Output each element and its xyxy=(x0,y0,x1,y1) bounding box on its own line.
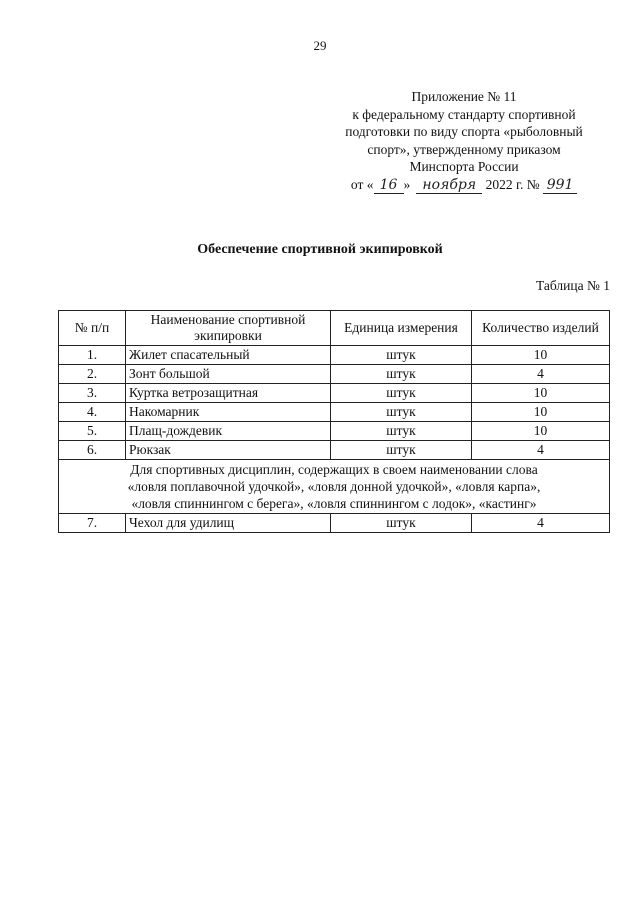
table-row xyxy=(59,422,610,441)
table-label: Таблица № 1 xyxy=(536,278,610,293)
row-quantity: 10 xyxy=(472,422,610,441)
table-row xyxy=(59,384,610,403)
appendix-line: спорт», утвержденному приказом xyxy=(367,141,561,157)
row-name: Куртка ветрозащитная xyxy=(126,384,331,403)
handwritten-month: ноября xyxy=(416,178,482,194)
row-number: 6. xyxy=(59,441,126,460)
note-line: Для спортивных дисциплин, содержащих в своем наименовании слова xyxy=(130,462,538,477)
row-number: 4. xyxy=(59,403,126,422)
header-number: № п/п xyxy=(59,311,126,346)
table-row xyxy=(59,365,610,384)
appendix-line: к федеральному стандарту спортивной xyxy=(352,106,576,122)
handwritten-day: 16 xyxy=(374,178,404,194)
row-unit: штук xyxy=(331,403,472,422)
discipline-note xyxy=(59,460,610,514)
row-number: 1. xyxy=(59,346,126,365)
order-year: 2022 г. № xyxy=(485,176,540,192)
appendix-header xyxy=(318,88,610,194)
note-row xyxy=(59,460,610,514)
row-unit: штук xyxy=(331,384,472,403)
row-name: Жилет спасательный xyxy=(126,346,331,365)
row-number: 3. xyxy=(59,384,126,403)
order-prefix: от « xyxy=(350,176,374,192)
row-unit: штук xyxy=(331,422,472,441)
row-quantity: 4 xyxy=(472,441,610,460)
equipment-table xyxy=(58,310,610,533)
appendix-line: подготовки по виду спорта «рыболовный xyxy=(345,124,583,139)
row-quantity: 4 xyxy=(472,365,610,384)
row-name: Плащ-дождевик xyxy=(126,422,331,441)
table-body-extra xyxy=(59,514,610,533)
table-row xyxy=(59,346,610,365)
page-number: 29 xyxy=(313,38,327,53)
row-name: Рюкзак xyxy=(126,441,331,460)
header-quantity: Количество изделий xyxy=(472,311,610,346)
appendix-line: Минспорта России xyxy=(409,159,519,174)
row-number: 7. xyxy=(59,514,126,533)
header-unit: Единица измерения xyxy=(331,311,472,346)
row-name: Зонт большой xyxy=(126,365,331,384)
row-name: Накомарник xyxy=(126,403,331,422)
table-row xyxy=(59,403,610,422)
row-unit: штук xyxy=(331,365,472,384)
appendix-line: Приложение № 11 xyxy=(411,89,517,104)
note-line: «ловля спиннингом с берега», «ловля спиннингом с лодок», «кастинг» xyxy=(131,496,537,511)
table-header-row xyxy=(59,311,610,346)
note-line: «ловля поплавочной удочкой», «ловля донной удочкой», «ловля карпа», xyxy=(127,479,541,494)
order-line xyxy=(318,176,610,194)
row-quantity: 10 xyxy=(472,384,610,403)
order-quote-close: » xyxy=(403,176,411,192)
header-name: Наименование спортивной экипировки xyxy=(126,311,331,346)
row-quantity: 10 xyxy=(472,403,610,422)
row-quantity: 10 xyxy=(472,346,610,365)
row-quantity: 4 xyxy=(472,514,610,533)
row-number: 5. xyxy=(59,422,126,441)
table-row xyxy=(59,514,610,533)
row-name: Чехол для удилищ xyxy=(126,514,331,533)
row-unit: штук xyxy=(331,514,472,533)
table-body xyxy=(59,346,610,460)
row-unit: штук xyxy=(331,441,472,460)
table-note-section xyxy=(59,460,610,514)
table-row xyxy=(59,441,610,460)
row-number: 2. xyxy=(59,365,126,384)
handwritten-order-number: 991 xyxy=(543,178,577,194)
row-unit: штук xyxy=(331,346,472,365)
document-title: Обеспечение спортивной экипировкой xyxy=(197,242,443,257)
